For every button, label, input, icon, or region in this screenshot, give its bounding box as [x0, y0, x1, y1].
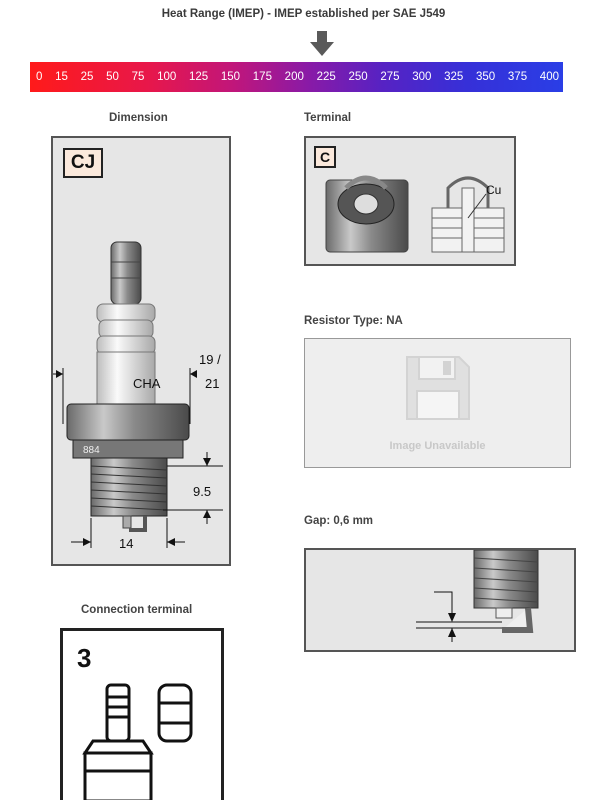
heat-range-tick: 225: [316, 71, 336, 83]
spark-plug-dimension-drawing: [53, 138, 229, 564]
heat-range-tick: 200: [284, 71, 304, 83]
heat-range-title: Heat Range (IMEP) - IMEP established per SAE J549: [161, 8, 446, 20]
dimension-hex: 14: [119, 536, 134, 551]
connection-terminal-label: Connection terminal: [81, 604, 193, 616]
terminal-drawing: [306, 138, 514, 264]
heat-range-tick: 100: [157, 71, 177, 83]
shell-imprint: 884: [83, 445, 100, 456]
gap-label: Gap: 0,6 mm: [304, 515, 374, 527]
dimension-thread-width-2: 21: [205, 376, 220, 391]
heat-range-tick: 0: [36, 71, 43, 83]
heat-range-tick: 375: [507, 71, 528, 83]
heat-range-tick: 175: [252, 71, 272, 83]
dimension-code-badge: CJ: [63, 148, 103, 178]
resistor-label: Resistor Type: NA: [304, 315, 403, 327]
electrode-gap-drawing: [306, 550, 574, 650]
dimension-label: Dimension: [109, 112, 168, 124]
connection-terminal-panel: [60, 628, 224, 800]
heat-range-tick: 250: [348, 71, 368, 83]
heat-range-tick: 400: [539, 71, 559, 83]
heat-range-tick: 300: [412, 71, 432, 83]
dimension-panel: [51, 136, 231, 566]
image-unavailable-placeholder: [304, 338, 571, 468]
heat-range-tick: 325: [444, 71, 464, 83]
dimension-thread-width: 19 /: [199, 352, 221, 367]
heat-range-scale: [30, 62, 563, 92]
terminal-panel: [304, 136, 516, 266]
image-unavailable-text: Image Unavailable: [389, 440, 486, 452]
floppy-disk-icon: [403, 353, 473, 423]
gap-panel: [304, 548, 576, 652]
terminal-code-badge: C: [314, 146, 336, 168]
connection-terminal-drawing: [63, 631, 221, 800]
heat-range-tick: 150: [220, 71, 241, 83]
heat-range-tick: 350: [476, 71, 496, 83]
heat-range-tick: 50: [106, 71, 119, 83]
heat-range-tick: 275: [380, 71, 400, 83]
heat-range-tick: 15: [55, 71, 68, 83]
down-arrow-icon: [310, 31, 334, 57]
insulator-imprint: CHA: [133, 376, 161, 391]
dimension-reach: 9.5: [193, 484, 212, 499]
heat-range-tick: 75: [131, 71, 145, 83]
heat-range-tick: 125: [189, 71, 209, 83]
terminal-label: Terminal: [304, 112, 352, 124]
heat-range-tick: 25: [80, 71, 94, 83]
terminal-material: Cu: [486, 183, 502, 197]
connection-code: 3: [77, 643, 92, 673]
